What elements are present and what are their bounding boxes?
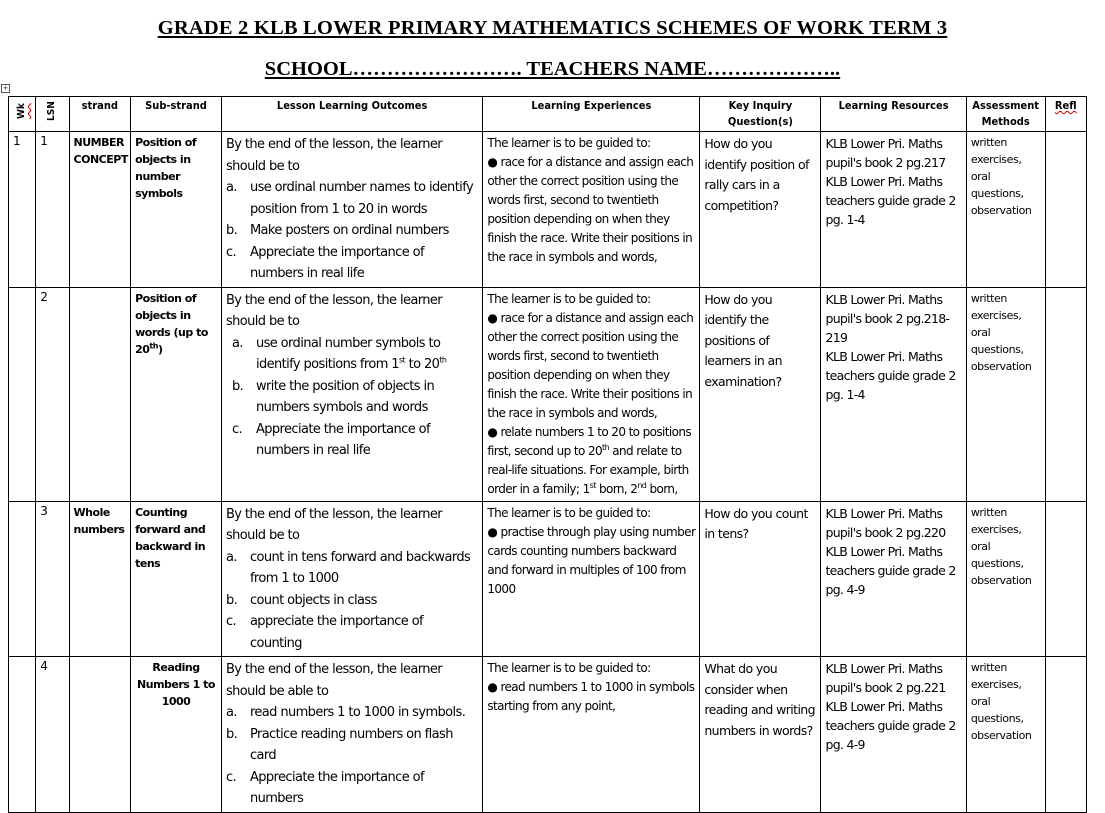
school-teacher-line: SCHOOL……………………. TEACHERS NAME……………….. (264, 58, 841, 80)
cell-experiences (483, 501, 700, 657)
header-strand: strand (69, 97, 131, 132)
document-title: GRADE 2 KLB LOWER PRIMARY MATHEMATICS SCHEMES OF WORK TERM 3 (157, 17, 948, 39)
resource-line: KLB Lower Pri. Maths pupil's book 2 pg.221 (825, 661, 946, 695)
outcome-text: Appreciate the importance of numbers (249, 769, 424, 806)
outcome-letter: a. (231, 335, 243, 351)
cell-lesson: 4 (36, 657, 69, 813)
table-row (9, 132, 1087, 288)
outcome-text: count objects in class (249, 592, 377, 608)
cell-sub-strand: Reading Numbers 1 to 1000 (131, 657, 222, 813)
cell-week (9, 657, 36, 813)
outcome-letter: b. (225, 592, 238, 608)
outcome-item (226, 767, 478, 810)
cell-assessment: written exercises, oral questions, observation (966, 132, 1045, 288)
outcome-item (226, 333, 478, 376)
table-row (9, 287, 1087, 501)
outcomes-intro: By the end of the lesson, the learner should be able to (225, 662, 443, 699)
header-resources: Learning Resources (821, 97, 966, 132)
outcome-item (226, 611, 478, 654)
header-experiences: Learning Experiences (483, 97, 700, 132)
outcome-item (226, 220, 478, 242)
outcome-text: Appreciate the importance of numbers in real life (255, 421, 430, 458)
cell-lesson: 3 (36, 501, 69, 657)
outcome-text: read numbers 1 to 1000 in symbols. (249, 705, 466, 720)
header-lsn: LSN (36, 97, 69, 132)
outcome-letter: c. (225, 614, 237, 629)
header-outcomes: Lesson Learning Outcomes (221, 97, 482, 132)
cell-experiences (483, 132, 700, 288)
cell-assessment: written exercises, oral questions, observation (966, 501, 1045, 657)
outcome-item (226, 547, 478, 590)
cell-resources (821, 132, 966, 288)
experience-line: The learner is to be guided to: (487, 661, 651, 675)
outcome-text: write the position of objects in numbers symbols and words (255, 378, 435, 415)
cell-reflection (1045, 287, 1086, 501)
outcome-letter: b. (225, 223, 238, 238)
cell-outcomes (221, 132, 482, 288)
cell-sub-strand: Position of objects in words (up to 20th) (131, 287, 222, 501)
resource-line: KLB Lower Pri. Maths teachers guide grade 2 pg. 4-9 (825, 699, 956, 752)
outcome-text: use ordinal number symbols to identify positions from 1st to 20th (255, 335, 447, 372)
cell-resources (821, 501, 966, 657)
cell-outcomes (221, 657, 482, 813)
cell-lesson: 1 (36, 132, 69, 288)
outcomes-list (226, 547, 478, 655)
outcome-text: appreciate the importance of counting (249, 614, 424, 651)
cell-assessment: written exercises, oral questions, observation (966, 287, 1045, 501)
cell-week (9, 501, 36, 657)
outcome-letter: c. (225, 769, 237, 785)
outcomes-list (226, 702, 478, 810)
header-row (9, 97, 1087, 132)
table-move-handle-icon[interactable]: + (2, 84, 9, 92)
outcome-text: use ordinal number names to identify position from 1 to 20 in words (249, 180, 474, 217)
header-sub-strand: Sub-strand (131, 97, 222, 132)
cell-sub-strand: Counting forward and backward in tens (131, 501, 222, 657)
experience-line: ● race for a distance and assign each other the correct position using the words first, second to twentieth position depending on when they finish the race. Write their positions in the race in symbols and words, (487, 310, 694, 420)
outcomes-intro: By the end of the lesson, the learner should be to (225, 137, 443, 174)
outcome-letter: b. (231, 378, 244, 394)
experience-line: The learner is to be guided to: (487, 136, 651, 150)
resource-line: KLB Lower Pri. Maths teachers guide grade 2 pg. 4-9 (825, 543, 956, 597)
outcome-letter: b. (225, 726, 238, 742)
outcome-text: Make posters on ordinal numbers (249, 223, 449, 238)
cell-strand (69, 287, 131, 501)
cell-outcomes (221, 501, 482, 657)
outcome-item (226, 724, 478, 767)
outcome-item (226, 376, 478, 419)
resource-line: KLB Lower Pri. Maths pupil's book 2 pg.217 (825, 136, 946, 170)
cell-strand: NUMBER CONCEPT (69, 132, 131, 288)
cell-lesson: 2 (36, 287, 69, 501)
outcome-item (226, 702, 478, 724)
table-row (9, 657, 1087, 813)
outcome-text: count in tens forward and backwards from 1 to 1000 (249, 549, 471, 586)
cell-reflection (1045, 657, 1086, 813)
outcome-text: Practice reading numbers on flash card (249, 726, 453, 763)
outcomes-list (226, 333, 478, 462)
outcome-item (226, 419, 478, 462)
experience-line: The learner is to be guided to: (487, 505, 651, 520)
resource-line: KLB Lower Pri. Maths teachers guide grade 2 pg. 1-4 (825, 174, 956, 227)
outcome-letter: a. (225, 705, 237, 720)
cell-assessment: written exercises, oral questions, observation (966, 657, 1045, 813)
outcomes-intro: By the end of the lesson, the learner should be to (225, 506, 443, 543)
cell-experiences (483, 287, 700, 501)
cell-week (9, 287, 36, 501)
schemes-of-work-table (8, 96, 1087, 813)
cell-reflection (1045, 132, 1086, 288)
cell-reflection (1045, 501, 1086, 657)
outcome-letter: a. (225, 549, 237, 565)
header-inquiry: Key Inquiry Question(s) (700, 97, 821, 132)
cell-inquiry: What do you consider when reading and writing numbers in words? (700, 657, 821, 813)
cell-strand: Whole numbers (69, 501, 131, 657)
cell-inquiry: How do you count in tens? (700, 501, 821, 657)
experience-line: ● practise through play using number cards counting numbers backward and forward in multiples of 100 from 1000 (487, 524, 696, 596)
outcome-letter: a. (225, 180, 237, 195)
experience-line: The learner is to be guided to: (487, 291, 651, 306)
resource-line: KLB Lower Pri. Maths pupil's book 2 pg.218-219 (825, 291, 950, 345)
header-wk: Wk (9, 97, 36, 132)
resource-line: KLB Lower Pri. Maths pupil's book 2 pg.220 (825, 505, 946, 540)
cell-resources (821, 657, 966, 813)
experience-line: ● race for a distance and assign each other the correct position using the words first, second to twentieth position depending on when they finish the race. Write their positions in the race in symbols and words, (487, 155, 694, 264)
experience-line: ● relate numbers 1 to 20 to positions first, second up to 20th and relate to real-life situations. For example, birth order in a family; 1st born, 2nd born, (487, 424, 692, 496)
experience-line: ● read numbers 1 to 1000 in symbols starting from any point, (487, 680, 695, 713)
cell-week: 1 (9, 132, 36, 288)
outcomes-list (226, 177, 478, 285)
cell-strand (69, 657, 131, 813)
cell-inquiry: How do you identify position of rally cars in a competition? (700, 132, 821, 288)
cell-experiences (483, 657, 700, 813)
outcomes-intro: By the end of the lesson, the learner should be to (225, 292, 443, 329)
outcome-item (226, 177, 478, 220)
table-row (9, 501, 1087, 657)
header-reflection: Refl (1045, 97, 1086, 132)
outcome-item (226, 242, 478, 285)
outcome-letter: c. (225, 244, 237, 260)
cell-outcomes (221, 287, 482, 501)
cell-resources (821, 287, 966, 501)
cell-sub-strand: Position of objects in number symbols (131, 132, 222, 288)
header-assessment: Assessment Methods (966, 97, 1045, 132)
outcome-item (226, 590, 478, 612)
resource-line: KLB Lower Pri. Maths teachers guide grade 2 pg. 1-4 (825, 348, 956, 402)
outcome-letter: c. (231, 421, 243, 437)
cell-inquiry: How do you identify the positions of learners in an examination? (700, 287, 821, 501)
outcome-text: Appreciate the importance of numbers in real life (249, 244, 424, 281)
